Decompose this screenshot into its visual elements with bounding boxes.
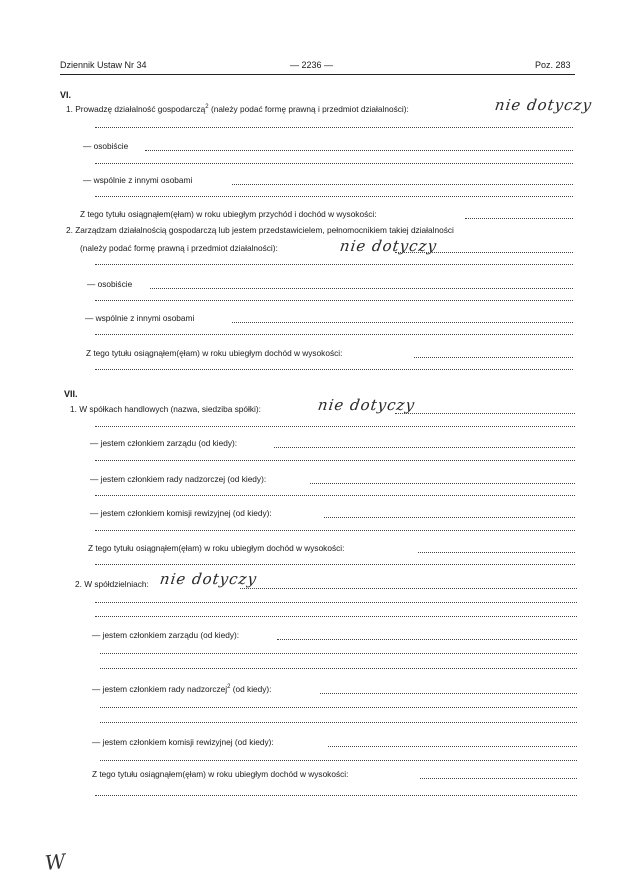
vi-item2-personal: — osobiście (87, 279, 133, 289)
position-number: Poz. 283 (535, 60, 571, 70)
journal-title: Dziennik Ustaw Nr 34 (60, 60, 147, 70)
vi-item1-jointly-line (232, 184, 573, 185)
vii-item1-board: — jestem członkiem zarządu (od kiedy): (90, 438, 238, 448)
vii-item1-income-line2 (95, 564, 575, 565)
vi-item2-label-2: (należy podać formę prawną i przedmiot działalności): (80, 243, 278, 253)
vi-item1-personal-line2 (95, 163, 573, 164)
vii-item1-audit: — jestem członkiem komisji rewizyjnej (od kiedy): (90, 508, 272, 518)
vii-item1-supervisory-line (310, 483, 575, 484)
vii-item2-board-line (277, 639, 577, 640)
vii-item1-supervisory: — jestem członkiem rady nadzorczej (od kiedy): (90, 474, 267, 484)
vii-item2-board: — jestem członkiem zarządu (od kiedy): (92, 630, 240, 640)
vi-item1-income: Z tego tytułu osiągnąłem(ęłam) w roku ubiegłym przychód i dochód w wysokości: (80, 209, 377, 219)
vi-item1-jointly-line2 (95, 196, 573, 197)
vii-item2-income-line (420, 778, 577, 779)
vi-item1-personal-line (145, 150, 573, 151)
vii-item2-line3 (95, 616, 577, 617)
vii-item1-label: 1. W spółkach handlowych (nazwa, siedziba spółki): (70, 404, 261, 414)
vii-item1-supervisory-line2 (95, 495, 575, 496)
vi-item2-income-line2 (95, 369, 573, 370)
vi-item2-jointly-line (232, 322, 573, 323)
vii-item2-supervisory-line (320, 693, 577, 694)
handwritten-initial: W (43, 848, 67, 875)
page-number: — 2236 — (290, 60, 334, 70)
vii-item2-supervisory-line3 (100, 722, 577, 723)
vi-item1-income-line (465, 218, 573, 219)
vii-item2-audit-line2 (100, 760, 577, 761)
vii-item2-label: 2. W spółdzielniach: (75, 579, 149, 589)
vi-item2-personal-line (150, 288, 573, 289)
vii-item1-board-line2 (95, 460, 575, 461)
vi-item1-line (95, 127, 573, 128)
header-rule (60, 74, 575, 75)
vii-item1-board-line (274, 447, 575, 448)
vi-item1-label: 1. Prowadzę działalność gospodarczą$^2$ (należy podać formę prawną i przedmiot działalności): (66, 104, 409, 114)
vii-item2-line (240, 588, 577, 589)
vi-item2-jointly: — wspólnie z innymi osobami (85, 313, 195, 323)
vii-item2-board-line3 (100, 668, 577, 669)
vi-item1-jointly: — wspólnie z innymi osobami (83, 175, 193, 185)
vii-item1-line2 (95, 426, 575, 427)
section-vii-heading: VII. (64, 389, 78, 399)
vii-item1-answer: nie dotyczy (316, 396, 417, 414)
vii-item1-income: Z tego tytułu osiągnąłem(ęłam) w roku ubiegłym dochód w wysokości: (88, 543, 345, 553)
vi-item2-income: Z tego tytułu osiągnąłem(ęłam) w roku ubiegłym dochód w wysokości: (86, 348, 343, 358)
vii-item2-answer: nie dotyczy (158, 570, 259, 588)
vii-item2-board-line2 (100, 653, 577, 654)
vii-item2-audit-line (328, 746, 577, 747)
vii-item2-supervisory-line2 (100, 707, 577, 708)
vi-item2-income-line (414, 357, 573, 358)
vi-item1-personal: — osobiście (83, 141, 129, 151)
vii-item2-audit: — jestem członkiem komisji rewizyjnej (od kiedy): (92, 737, 274, 747)
vi-item2-answer: nie dotyczy (338, 237, 439, 255)
vi-item2-jointly-line2 (95, 334, 573, 335)
section-vi-heading: VI. (60, 90, 72, 100)
vi-item2-line (395, 252, 573, 253)
vii-item1-line (395, 413, 575, 414)
vii-item2-income-line2 (95, 795, 577, 796)
vii-item2-supervisory: — jestem członkiem rady nadzorczej$^2$ (od kiedy): (92, 684, 272, 694)
vii-item2-income: Z tego tytułu osiągnąłem(ęłam) w roku ubiegłym dochód w wysokości: (92, 769, 349, 779)
vi-item2-label-1: 2. Zarządzam działalnością gospodarczą lub jestem przedstawicielem, pełnomocnikiem takiej działalności (66, 225, 454, 235)
vi-item2-line2 (95, 264, 573, 265)
vii-item1-audit-line (324, 517, 575, 518)
vii-item1-income-line (418, 552, 575, 553)
vi-item2-personal-line2 (95, 300, 573, 301)
vii-item1-audit-line2 (95, 530, 575, 531)
vii-item2-line2 (95, 602, 577, 603)
vi-item1-answer: nie dotyczy (493, 96, 594, 114)
